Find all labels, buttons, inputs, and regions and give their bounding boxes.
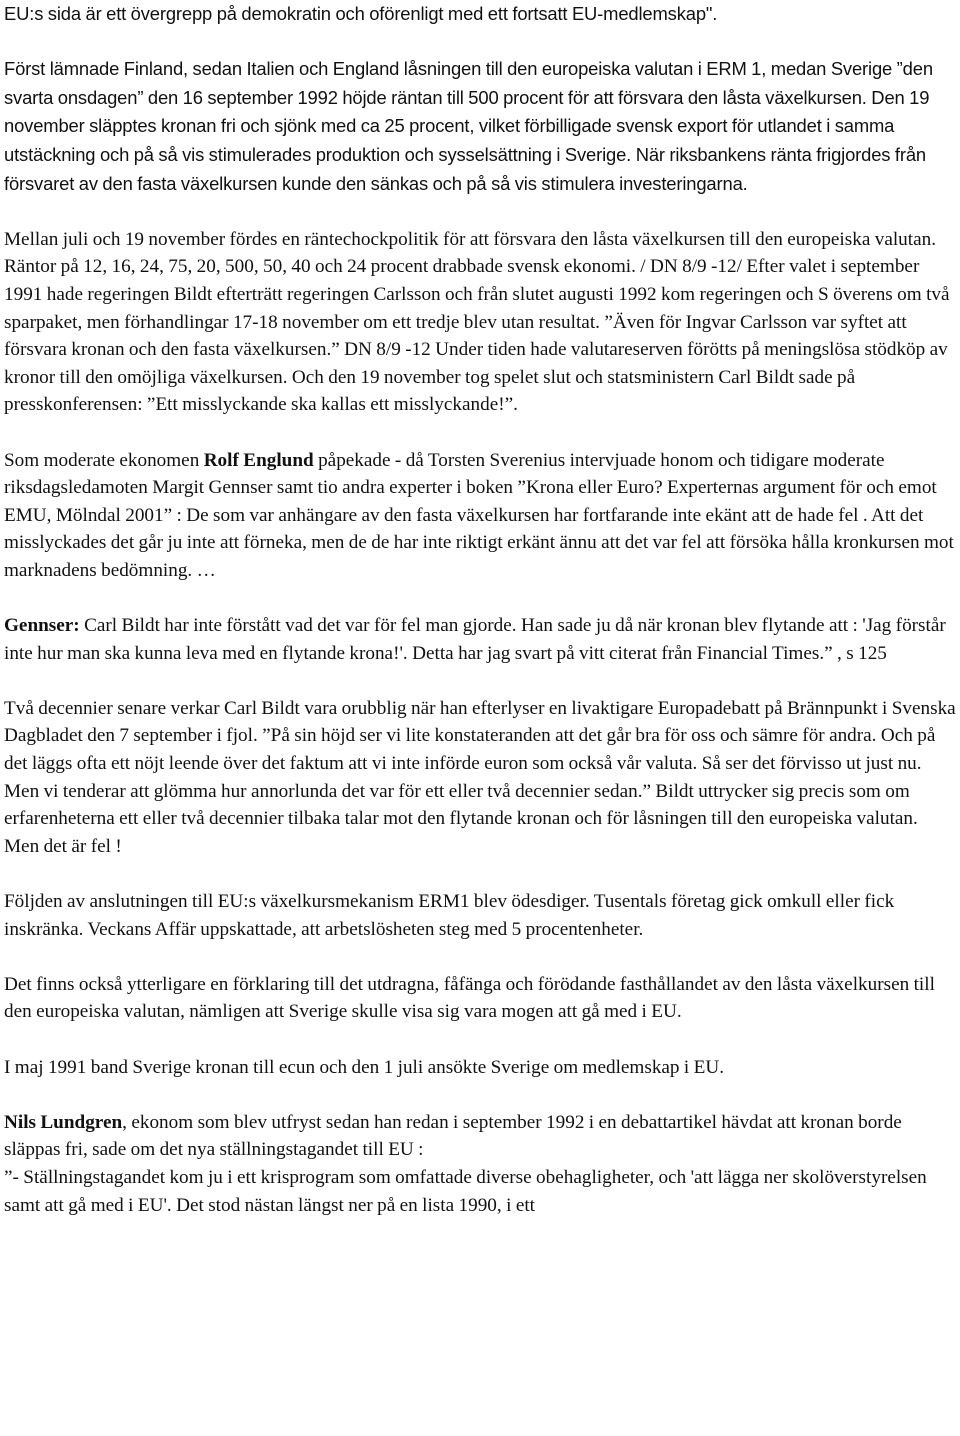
person-name: Nils Lundgren bbox=[4, 1111, 123, 1133]
paragraph-text: Det finns också ytterligare en förklaring till det utdragna, fåfänga och förödande fasthållandet av den låsta växelkursen till den europeiska valutan, nämligen att Sverige skulle visa sig vara mogen att gå med i EU. bbox=[4, 973, 935, 1023]
paragraph-lundgren bbox=[4, 1109, 956, 1219]
person-name: Rolf Englund bbox=[203, 449, 314, 471]
paragraph-text: EU:s sida är ett övergrepp på demokratin och oförenligt med ett fortsatt EU-medlemskap". bbox=[4, 3, 718, 24]
paragraph-rate-shock bbox=[4, 226, 956, 419]
paragraph-gap bbox=[4, 1081, 956, 1109]
paragraph-text: Carl Bildt har inte förstått vad det var för fel man gjorde. Han sade ju då när kronan blev flytande att : 'Jag förstår inte hur man ska kunna leva med en flytande krona!'. Detta har jag svart på vitt citerat från Financial Times.” , s 125 bbox=[4, 615, 946, 664]
paragraph-text: I maj 1991 band Sverige kronan till ecun och den 1 juli ansökte Sverige om medlemskap i EU. bbox=[4, 1056, 725, 1078]
paragraph-gennser bbox=[4, 612, 956, 667]
paragraph-bildt bbox=[4, 695, 956, 861]
paragraph-gap bbox=[4, 1026, 956, 1054]
paragraph-text: Två decennier senare verkar Carl Bildt vara orubblig när han efterlyser en livaktigare Europadebatt på Brännpunkt i Svenska Dagbladet den 7 september i fjol. ”På sin höjd ser vi lite konstateranden att det går bra för oss och sämre för andra. Och på det läggs ofta ett nöjt leende över det faktum att vi inte införde euron som också vår valuta. Så ser det förvisso ut just nu. Men vi tenderar att glömma hur annorlunda det var för ett eller två decennier sedan.” Bildt uttrycker sig precis som om erfarenheterna ett eller två decennier tilbaka talar mot den flytande kronan och för låsningen till den europeiska valutan. Men det är fel ! bbox=[4, 697, 956, 857]
quote-text: ”- Ställningstagandet kom ju i ett krisprogram som omfattade diverse obehagligheter, och 'att lägga ner skolöverstyrelsen samt att gå med i EU'. Det stod nästan längst ner på en lista 1990, i ett bbox=[4, 1166, 927, 1216]
paragraph-text: Följden av anslutningen till EU:s växelkursmekanism ERM1 blev ödesdiger. Tusentals företag gick omkull eller fick inskränka. Veckans Affär uppskattade, att arbetslösheten steg med 5 procentenheter. bbox=[4, 891, 895, 940]
paragraph-gap bbox=[4, 584, 956, 612]
paragraph-gap bbox=[4, 943, 956, 971]
document-page bbox=[4, 0, 956, 1219]
paragraph-gap bbox=[4, 28, 956, 56]
paragraph-gap bbox=[4, 419, 956, 447]
paragraph-gap bbox=[4, 198, 956, 226]
paragraph-gap bbox=[4, 667, 956, 695]
paragraph-consequences bbox=[4, 888, 956, 943]
paragraph-erm-exit bbox=[4, 55, 956, 198]
paragraph-text: Som moderate ekonomen bbox=[4, 449, 204, 471]
paragraph-text: påpekade - då Torsten Sverenius intervjuade honom och tidigare moderate riksdagsledamoten Margit Gennser samt tio andra experter i boken ”Krona eller Euro? Experternas argument för och emot EMU, Mölndal 2001” : De som var anhängare av den fasta växelkursen har fortfarande inte ekänt att de hade fel . Att det misslyckades det går ju inte att förneka, men de de har inte riktigt erkänt ännu att det var fel att försöka hålla kronkursen mot marknadens bedömning. … bbox=[4, 449, 954, 581]
paragraph-ecu bbox=[4, 1054, 956, 1082]
paragraph-explanation bbox=[4, 971, 956, 1026]
person-name: Gennser: bbox=[4, 615, 80, 637]
paragraph-englund bbox=[4, 447, 956, 585]
paragraph-text: Mellan juli och 19 november fördes en räntechockpolitik för att försvara den låsta växelkursen till den europeiska valutan. Räntor på 12, 16, 24, 75, 20, 500, 50, 40 och 24 procent drabbade svensk ekonomi. / DN 8/9 -12/ Efter valet i september 1991 hade regeringen Bildt efterträtt regeringen Carlsson och från slutet augusti 1992 kom regeringen och S överens om två sparpaket, men förhandlingar 17-18 november om ett tredje blev utan resultat. ”Även för Ingvar Carlsson var syftet att försvara kronan och den fasta växelkursen.” DN 8/9 -12 Under tiden hade valutareserven förötts på meningslösa stödköp av kronor till den omöjliga växelkursen. Och den 19 november tog spelet slut och statsministern Carl Bildt sade på presskonferensen: ”Ett misslyckande ska kallas ett misslyckande!”. bbox=[4, 228, 950, 416]
paragraph-gap bbox=[4, 860, 956, 888]
paragraph-text: Först lämnade Finland, sedan Italien och England låsningen till den europeiska valutan i ERM 1, medan Sverige ”den svarta onsdagen” den 16 september 1992 höjde räntan till 500 procent för att försvara den låsta växelkursen. bbox=[4, 58, 933, 108]
paragraph-text: Den 19 november släpptes kronan fri och sjönk med ca 25 procent, vilket förbilligade svensk export för utlandet i samma utstäckning och på så vis stimulerades produktion och sysselsättning i Sverige. När riksbankens ränta frigjordes från försvaret av den fasta växelkursen kunde den sänkas och på så vis stimulera investeringarna. bbox=[4, 86, 930, 194]
paragraph-intro-end bbox=[4, 0, 956, 28]
paragraph-text: , ekonom som blev utfryst sedan han redan i september 1992 i en debattartikel hävdat att kronan borde släppas fri, sade om det nya ställningstagandet till EU : bbox=[4, 1111, 902, 1161]
